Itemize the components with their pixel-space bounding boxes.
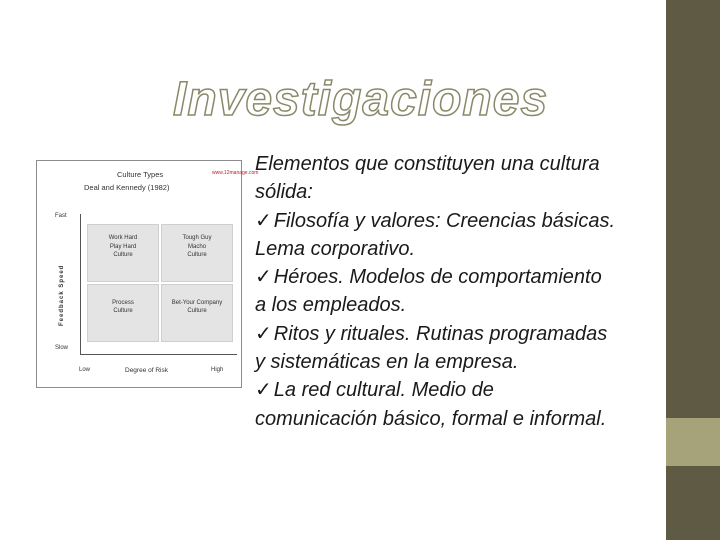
body-line-bullet: ✓ Filosofía y valores: Creencias básicas.: [255, 207, 685, 235]
checkmark-icon: ✓: [255, 322, 272, 345]
x-tick-high: High: [211, 367, 224, 373]
culture-types-diagram: [36, 160, 259, 388]
body-line-bullet: ✓ Ritos y rituales. Rutinas programadas: [255, 320, 685, 348]
x-tick-low: Low: [79, 367, 91, 373]
body-line: comunicación básico, formal e informal.: [255, 407, 607, 430]
body-line-bullet: ✓ La red cultural. Medio de: [255, 376, 685, 404]
body-line: sólida:: [255, 181, 313, 204]
x-axis-label: Degree of Risk: [125, 367, 168, 374]
checkmark-icon: ✓: [255, 379, 272, 402]
diagram-title: Culture Types: [117, 170, 164, 179]
body-line: y sistemáticas en la empresa.: [255, 351, 519, 374]
diagram-url: www.12manage.com: [212, 170, 259, 176]
y-axis-line: [80, 214, 81, 354]
diagram-subtitle: Deal and Kennedy (1982): [84, 183, 170, 192]
x-axis-line: [80, 354, 237, 355]
y-tick-fast: Fast: [55, 213, 67, 219]
quadrant-work-hard-play-hard: Work Hard Play Hard Culture: [87, 224, 159, 282]
checkmark-icon: ✓: [255, 209, 272, 232]
slide-title: Investigaciones: [173, 73, 549, 126]
body-line: a los empleados.: [255, 294, 407, 317]
y-tick-slow: Slow: [55, 345, 69, 351]
checkmark-icon: ✓: [255, 266, 272, 289]
quadrant-tough-guy-macho: Tough Guy Macho Culture: [161, 224, 233, 282]
quadrant-process: Process Culture: [87, 284, 159, 342]
y-axis-label: Feedback Speed: [59, 264, 65, 326]
body-line: Elementos que constituyen una cultura: [255, 153, 600, 175]
body-text: [255, 150, 685, 433]
body-line: Lema corporativo.: [255, 237, 416, 260]
quadrant-bet-your-company: Bet-Your Company Culture: [161, 284, 233, 342]
body-line-bullet: ✓ Héroes. Modelos de comportamiento: [255, 263, 685, 291]
